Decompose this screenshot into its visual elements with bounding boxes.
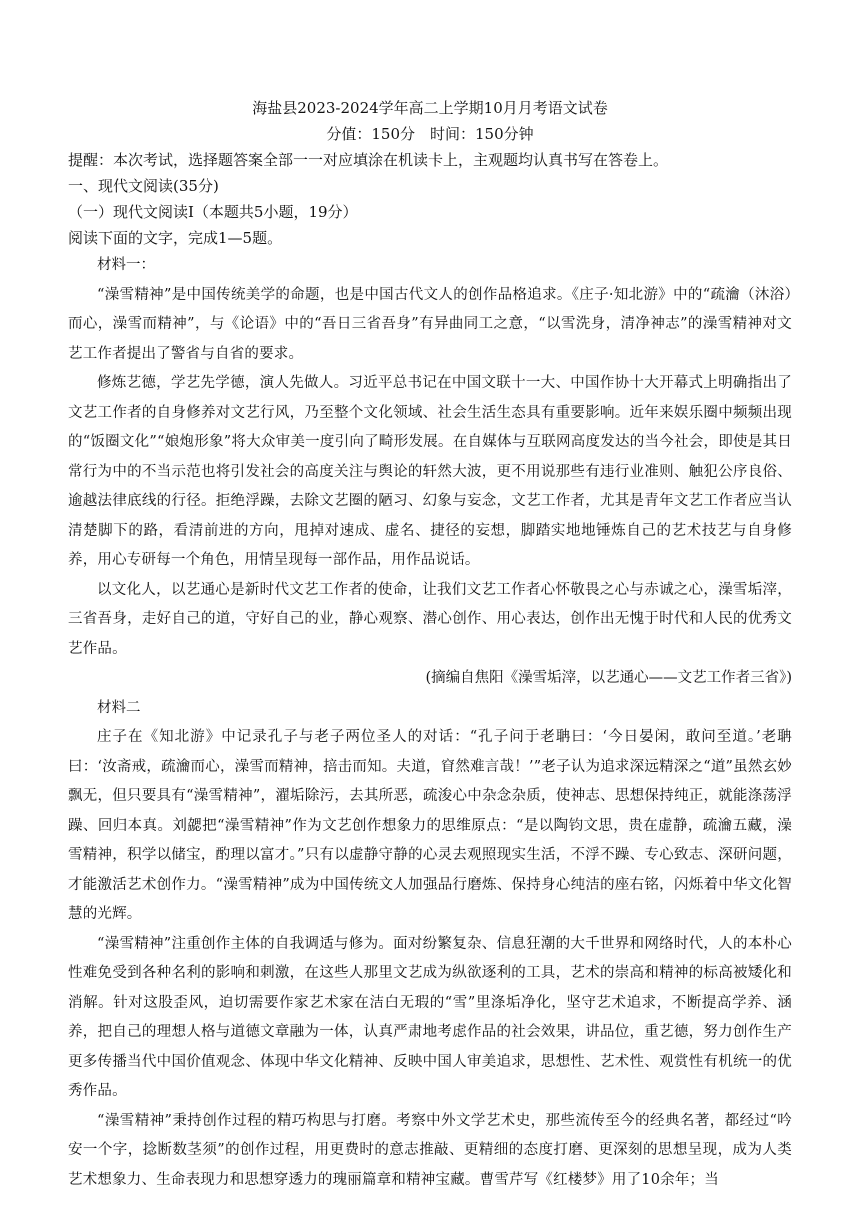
material-one-paragraph: 以文化人，以艺通心是新时代文艺工作者的使命，让我们文艺工作者心怀敬畏之心与赤诚之心，澡雪垢滓，三省吾身，走好自己的道，守好自己的业，静心观察、潜心创作、用心表达，创作出无愧于时代和人民的优秀文艺作品。 [68, 581, 792, 657]
material-one-label: 材料一： [97, 257, 155, 273]
section-heading: 一、现代文阅读(35分) [68, 177, 219, 195]
material-two-paragraph: 庄子在《知北游》中记录孔子与老子两位圣人的对话：“孔子问于老聃曰：‘今日晏闲，敢问至道。’老聃曰：‘汝斋戒，疏瀹而心，澡雪而精神，掊击而知。夫道，窅然难言哉！’”老子认为追求深远精深之“道”虽然玄妙飘无，但只要具有“澡雪精神”，濯垢除污，去其所恶，疏浚心中杂念杂质，使神志、思想保持纯正，就能涤荡浮躁、回归本真。刘勰把“澡雪精神”作为文艺创作想象力的思维原点：“是以陶钧文思，贵在虚静，疏瀹五藏，澡雪精神，积学以储宝，酌理以富才。”只有以虚静守静的心灵去观照现实生活，不浮不躁、专心致志、深研问题，才能激活艺术创作力。“澡雪精神”成为中国传统文人加强品行磨炼、保持身心纯洁的座右铭，闪烁着中华文化智慧的光辉。 [68, 729, 792, 922]
score-time-line: 分值：150分 时间：150分钟 [326, 125, 534, 143]
material-two-paragraph: “澡雪精神”秉持创作过程的精巧构思与打磨。考察中外文学艺术史，那些流传至今的经典名著，都经过“吟安一个字，捻断数茎须”的创作过程，用更费时的意志推敲、更精细的态度打磨、更深刻的思想呈现，成为人类艺术想象力、生命表现力和思想穿透力的瑰丽篇章和精神宝藏。曹雪芹写《红楼梦》用了10余年；当 [68, 1112, 792, 1188]
exam-notice: 提醒：本次考试，选择题答案全部一一对应填涂在机读卡上，主观题均认真书写在答卷上。 [68, 151, 669, 169]
exam-title: 海盐县2023-2024学年高二上学期10月月考语文试卷 [252, 99, 608, 117]
material-one-paragraph: 修炼艺德，学艺先学德，演人先做人。习近平总书记在中国文联十一大、中国作协十大开幕式上明确指出了文艺工作者的自身修养对文艺行风，乃至整个文化领域、社会生活生态具有重要影响。近年来娱乐圈中频频出现的“饭圈文化”“娘炮形象”将大众审美一度引向了畸形发展。在自媒体与互联网高度发达的当今社会，即使是其日常行为中的不当示范也将引发社会的高度关注与舆论的轩然大波，更不用说那些有违行业准则、触犯公序良俗、逾越法律底线的行径。拒绝浮躁，去除文艺圈的陋习、幻象与妄念，文艺工作者，尤其是青年文艺工作者应当认清楚脚下的路，看清前进的方向，甩掉对速成、虚名、捷径的妄想，脚踏实地地锤炼自己的艺术技艺与自身修养，用心专研每一个角色，用情呈现每一部作品，用作品说话。 [68, 375, 792, 568]
material-one-paragraph: “澡雪精神”是中国传统美学的命题，也是中国古代文人的创作品格追求。《庄子·知北游》中的“疏瀹（沐浴）而心，澡雪而精神”，与《论语》中的“吾日三省吾身”有异曲同工之意，“以雪洗身，清净神志”的澡雪精神对文艺工作者提出了警省与自省的要求。 [68, 286, 792, 362]
reading-instruction: 阅读下面的文字，完成1—5题。 [68, 229, 283, 247]
material-two-label: 材料二 [97, 699, 141, 716]
part-heading: （一）现代文阅读Ⅰ（本题共5小题，19分） [68, 203, 358, 221]
material-one-source: (摘编自焦阳《澡雪垢滓，以艺通心——文艺工作者三省》) [425, 670, 792, 686]
material-two-paragraph: “澡雪精神”注重创作主体的自我调适与修为。面对纷繁复杂、信息狂潮的大千世界和网络时代，人的本朴心性难免受到各种名利的影响和刺激，在这些人那里文艺成为纵欲逐利的工具，艺术的崇高和精神的标高被矮化和消解。针对这股歪风，迫切需要作家艺术家在洁白无瑕的“雪”里涤垢净化，坚守艺术追求，不断提高学养、涵养，把自己的理想人格与道德文章融为一体，认真严肃地考虑作品的社会效果，讲品位，重艺德，努力创作生产更多传播当代中国价值观念、体现中华文化精神、反映中国人审美追求，思想性、艺术性、观赏性有机统一的优秀作品。 [68, 935, 792, 1099]
